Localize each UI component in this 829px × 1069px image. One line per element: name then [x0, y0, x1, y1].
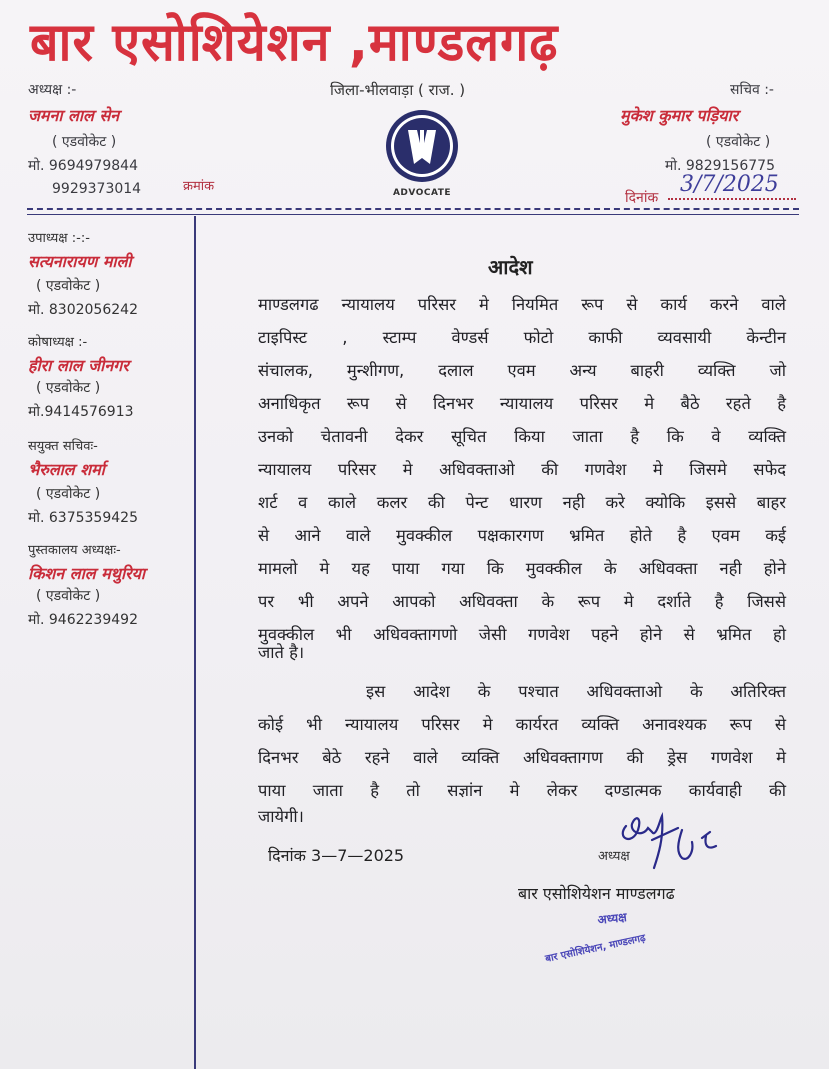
- president-mobile-1: मो. 9694979844: [28, 158, 138, 174]
- sidebar-title-treasurer: ( एडवोकेट ): [36, 380, 101, 396]
- handwritten-signature: [612, 808, 732, 870]
- sidebar-divider: [194, 216, 196, 1069]
- secretary-name: मुकेश कुमार पड़ियार: [620, 106, 739, 125]
- signatory-org: बार एसोशियेशन माण्डलगढ: [518, 884, 675, 903]
- order-line: संचालक, मुन्शीगण, दलाल एवम अन्य बाहरी व्यक्ति जो: [258, 361, 786, 380]
- signatory-title: अध्यक्ष: [598, 849, 630, 864]
- order-line: मामलो मे यह पाया गया कि मुवक्कील के अधिवक्ता नही होने: [258, 559, 786, 578]
- order-line: अनाधिकृत रूप से दिनभर न्यायालय परिसर मे बैठे रहते है: [258, 394, 786, 413]
- order-line: दिनभर बेठे रहने वाले व्यक्ति अधिवक्तागण की ड्रेस गणवेश मे: [258, 748, 786, 767]
- emblem-caption: ADVOCATE: [392, 188, 452, 198]
- official-stamp: [540, 906, 720, 970]
- sidebar-name-librarian: किशन लाल मथुरिया: [28, 564, 146, 583]
- svg-text:बार एसोशियेशन, माण्डलगढ़: बार एसोशियेशन, माण्डलगढ़: [544, 932, 647, 965]
- kramank-label: क्रमांक: [183, 179, 215, 194]
- order-line: इस आदेश के पश्चात अधिवक्ताओ के अतिरिक्त: [366, 682, 786, 701]
- sidebar-label-vice-president: उपाध्यक्ष :-:-: [28, 231, 90, 246]
- order-line: कोई भी न्यायालय परिसर मे कार्यरत व्यक्ति अनावश्यक रूप से: [258, 715, 786, 734]
- sidebar-name-treasurer: हीरा लाल जीनगर: [28, 356, 129, 375]
- secretary-title: ( एडवोकेट ): [706, 134, 771, 150]
- order-line: से आने वाले मुवक्कील पक्षकारगण भ्रमित होते है एवम कई: [258, 526, 786, 545]
- secretary-label: सचिव :-: [730, 82, 774, 98]
- order-line: मुवक्कील भी अधिवक्तागणो जेसी गणवेश पहने होने से भ्रमित हो: [258, 625, 786, 644]
- order-line: जाते है।: [258, 643, 305, 662]
- header-divider-solid: [27, 214, 799, 215]
- district-line: जिला-भीलवाड़ा ( राज. ): [330, 81, 466, 99]
- svg-text:अध्यक्ष: अध्यक्ष: [596, 910, 628, 927]
- advocate-emblem-icon: [384, 108, 460, 184]
- president-mobile-2: 9929373014: [52, 181, 142, 197]
- order-line: उनको चेतावनी देकर सूचित किया जाता है कि वे व्यक्ति: [258, 427, 786, 446]
- dinank-dotted-line: [668, 198, 796, 200]
- president-title: ( एडवोकेट ): [52, 134, 117, 150]
- sidebar-mobile-joint-secretary: मो. 6375359425: [28, 510, 138, 526]
- order-line: पाया जाता है तो सज्ञांन मे लेकर दण्डात्मक कार्यवाही की: [258, 781, 786, 800]
- order-date: दिनांक 3—7—2025: [268, 846, 405, 865]
- order-line: माण्डलगढ न्यायालय परिसर मे नियमित रूप से कार्य करने वाले: [258, 295, 786, 314]
- president-label: अध्यक्ष :-: [28, 82, 77, 98]
- president-name: जमना लाल सेन: [28, 106, 120, 125]
- order-line: जायेगी।: [258, 807, 304, 826]
- sidebar-title-vice-president: ( एडवोकेट ): [36, 278, 101, 294]
- sidebar-title-librarian: ( एडवोकेट ): [36, 588, 101, 604]
- sidebar-mobile-treasurer: मो.9414576913: [28, 404, 134, 420]
- order-title: आदेश: [488, 255, 533, 279]
- sidebar-label-librarian: पुस्तकालय अध्यक्षः-: [28, 543, 121, 558]
- secretary-mobile: मो. 9829156775: [665, 158, 775, 174]
- order-line: पर भी अपने आपको अधिवक्ता के रूप मे दर्शाते है जिससे: [258, 592, 786, 611]
- sidebar-name-joint-secretary: भैरुलाल शर्मा: [28, 460, 105, 479]
- sidebar-label-joint-secretary: सयुक्त सचिवः-: [28, 439, 98, 454]
- order-line: टाइपिस्ट , स्टाम्प वेण्डर्स फोटो काफी व्यवसायी केन्टीन: [258, 328, 786, 347]
- sidebar-mobile-librarian: मो. 9462239492: [28, 612, 138, 628]
- order-line: न्यायालय परिसर मे अधिवक्ताओ की गणवेश मे जिसमे सफेद: [258, 460, 786, 479]
- dinank-handwritten: 3/7/2025: [680, 172, 779, 197]
- sidebar-label-treasurer: कोषाध्यक्ष :-: [28, 335, 88, 350]
- dinank-label: दिनांक: [625, 190, 659, 206]
- org-title: बार एसोशियेशन ,माण्डलगढ़: [30, 11, 559, 73]
- sidebar-mobile-vice-president: मो. 8302056242: [28, 302, 138, 318]
- order-line: शर्ट व काले कलर की पेन्ट धारण नही करे क्योकि इससे बाहर: [258, 493, 786, 512]
- header-divider: [27, 208, 799, 210]
- sidebar-name-vice-president: सत्यनारायण माली: [28, 252, 132, 271]
- sidebar-title-joint-secretary: ( एडवोकेट ): [36, 486, 101, 502]
